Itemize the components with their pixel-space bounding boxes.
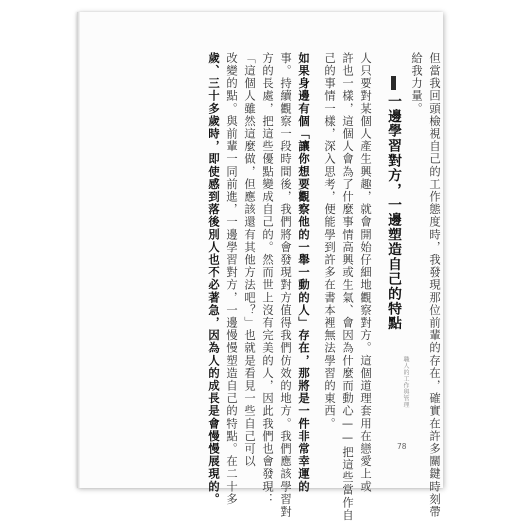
paragraph-line: 方的長處，把這些優點變成自己的。然而世上沒有完美的人，因此我們也會發現： [261, 52, 274, 506]
paragraph-line: 己的事情一樣，深入思考，便能學到許多在書本裡無法學習的東西。 [323, 52, 336, 430]
page-spine-shadow [77, 12, 80, 488]
paragraph-line: 人只要對某個人產生興趣，就會開始仔細地觀察對方。這個道理套用在戀愛上或 [359, 52, 372, 493]
paragraph-line-bold: 如果身邊有個「讓你想要觀察他的一舉一動的人」存在，那將是一件非常幸運的 [297, 52, 310, 493]
heading-bar-icon [391, 76, 396, 90]
paragraph-line-bold: 歲、三十多歲時，即使感到落後別人也不必著急，因為人的成長是會慢慢展現的。 [207, 52, 220, 506]
paragraph-line: 給我力量。 [410, 52, 423, 115]
section-heading-text: 一邊學習對方，一邊塑造自己的特點 [385, 94, 401, 331]
paragraph-line: 許也一樣，這個人會為了什麼事情高興或生氣、會因為什麼而動心——把這些當作自 [341, 52, 354, 522]
page-number: 78 [397, 442, 407, 451]
paragraph-line: 改變的點。與前輩一同前進，一邊學習對方，一邊慢慢塑造自己的特點。在二十多 [225, 52, 238, 506]
running-header: 職人的工作與管理 [402, 356, 409, 408]
section-heading [387, 76, 399, 331]
book-page [77, 12, 443, 522]
paragraph-line: 事。持續觀察一段時間後，我們將會發現對方值得我們仿效的地方。我們應該學習對 [279, 52, 292, 519]
paragraph-line-quote: 「這個人雖然這麼做，但應該還有其他方法吧？」也就是看見一些自己可以 [243, 52, 256, 468]
paragraph-line: 但當我回頭檢視自己的工作態度時，我發現那位前輩的存在，確實在許多關鍵時刻帶 [428, 52, 441, 519]
